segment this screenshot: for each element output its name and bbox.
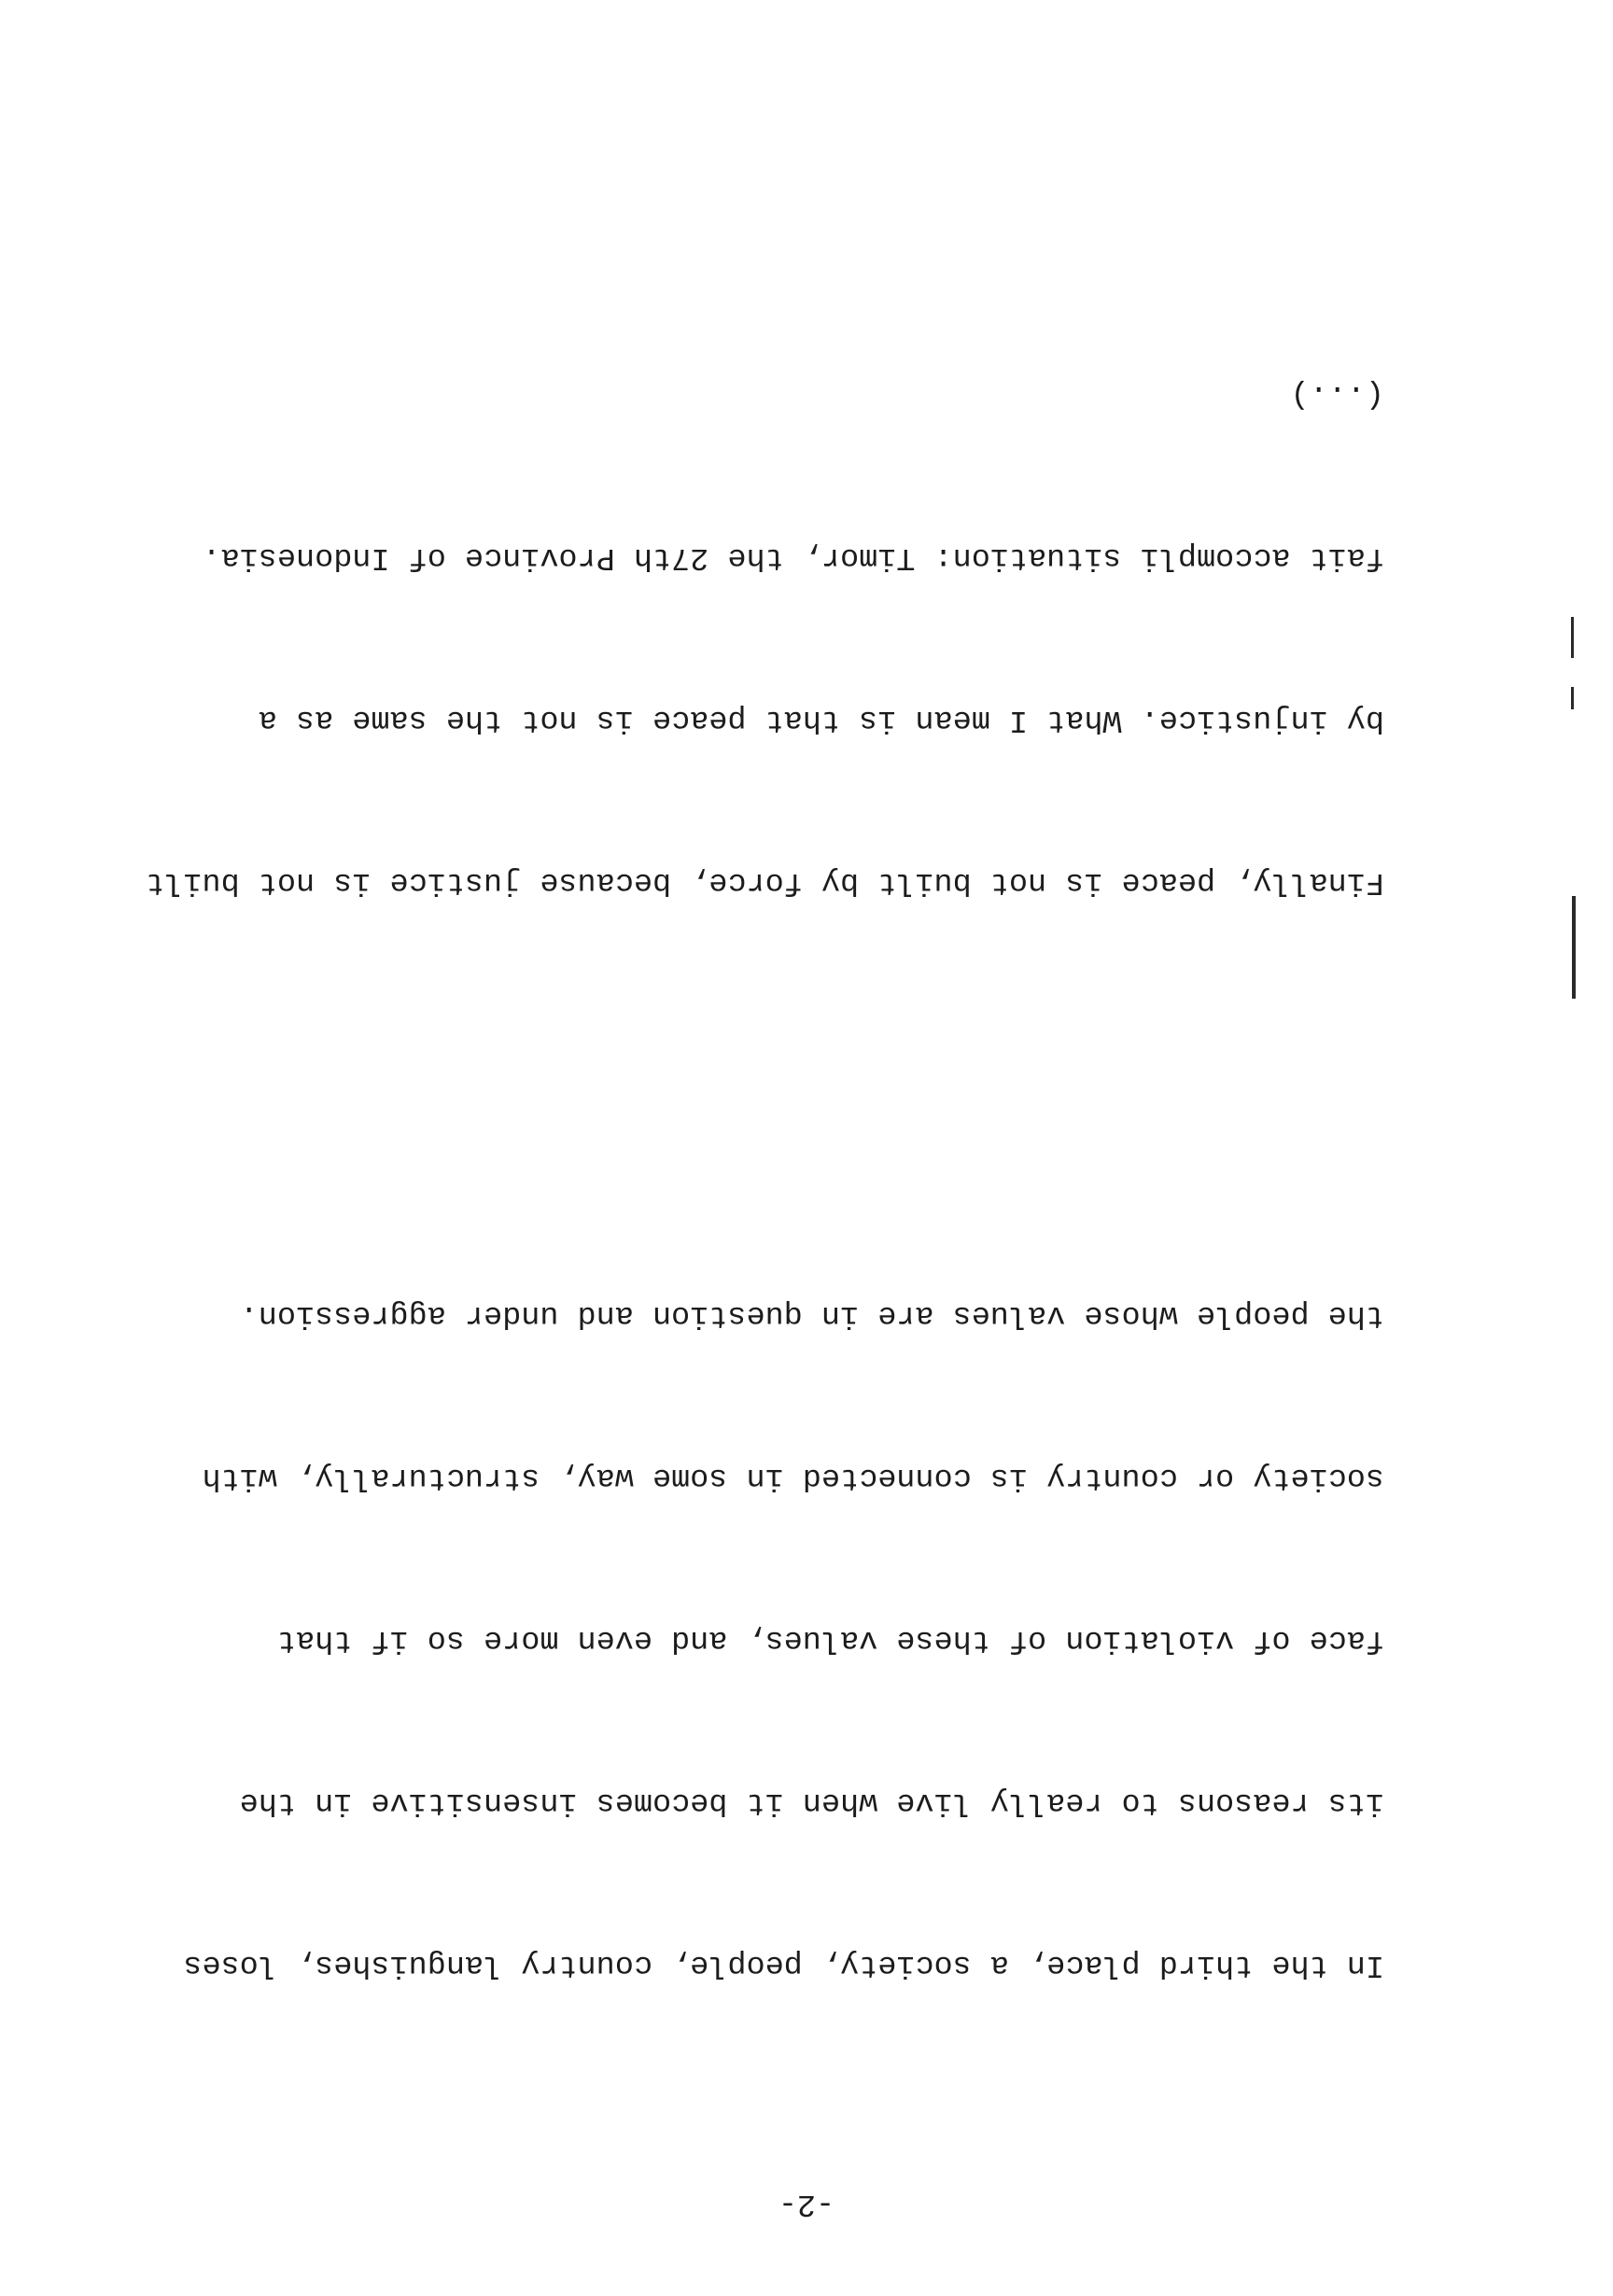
paragraph-gap: [143, 205, 1384, 259]
paragraph-line: Finally, peace is not built by force, because justice is not built: [146, 864, 1384, 900]
paragraph-line: (...): [1290, 377, 1384, 413]
paragraph-gap: [143, 1126, 1384, 1180]
paragraph-line: In the third place, a society, people, country languishes, loses: [183, 1947, 1384, 1982]
scan-margin-mark: [1571, 617, 1574, 658]
paragraph-line: by injustice. What I mean is that peace is not the same as a: [258, 702, 1384, 737]
paragraph-line: face of violation of these values, and even more so if that: [276, 1622, 1384, 1658]
typed-text-body: [143, 0, 1384, 2154]
scan-margin-mark: [1571, 687, 1574, 709]
paragraph-line: fait accompli situation: Timor, the 27th Province of Indonesia.: [202, 539, 1384, 575]
page-number: -2-: [778, 2186, 835, 2221]
scan-margin-mark: [1572, 896, 1576, 999]
paragraph-line: society or country is connected in some way, structurally, with: [202, 1460, 1384, 1495]
paragraph-line: its reasons to really live when it becomes insensitive in the: [239, 1785, 1384, 1820]
paragraph-line: the people whose values are in question and under aggression.: [239, 1297, 1384, 1333]
